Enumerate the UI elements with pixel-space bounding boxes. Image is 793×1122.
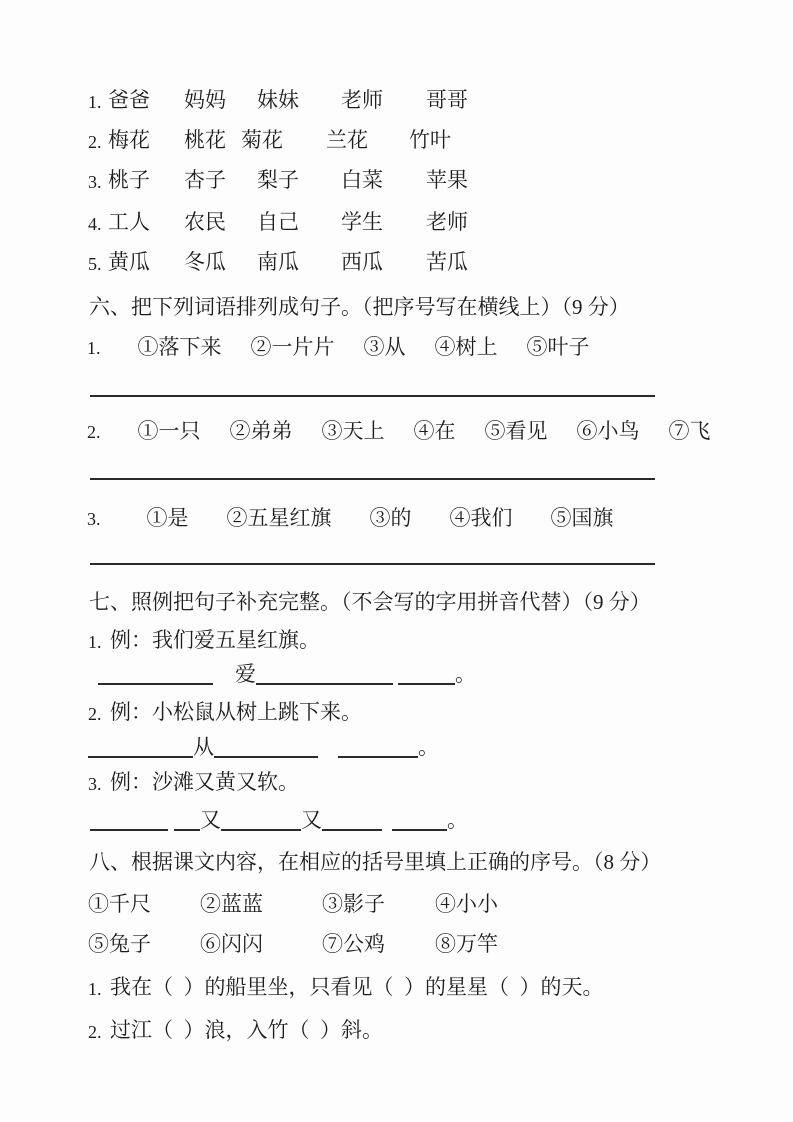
section-seven-header [0,589,793,617]
six-item-1 [0,334,793,362]
item-number: 3. [88,774,102,794]
word: 西瓜 [341,250,383,274]
token: ②五星红旗 [226,506,332,530]
answer-blank [98,666,213,685]
token: ③的 [369,506,412,530]
token: ④树上 [434,335,498,359]
word: 兰花 [326,128,368,152]
word: 黄瓜 [108,250,150,274]
word: 梅花 [108,128,150,152]
item-number: 1. [87,338,101,358]
sentence-2 [0,1017,793,1045]
item-number: 2. [88,1022,102,1042]
word: 杏子 [184,168,226,192]
seven-example-1 [0,627,793,655]
answer-blank [214,739,318,758]
six-item-2 [0,418,793,446]
token: ⑥小鸟 [576,419,640,443]
word: 冬瓜 [184,250,226,274]
token: ②一片片 [250,335,335,359]
token: ②弟弟 [229,419,293,443]
fill-blank-line-1 [98,661,476,687]
answer-blank [338,739,418,758]
item-number: 1. [88,92,102,112]
item-number: 3. [87,509,101,529]
answer-blank [392,812,447,831]
option: ③影子 [322,892,385,916]
word: 桃子 [108,168,150,192]
token: ④在 [413,419,456,443]
seven-example-2 [0,699,793,727]
answer-blank [88,739,193,758]
word: 苹果 [426,168,468,192]
token: ④我们 [449,506,513,530]
option: ①千尺 [88,892,151,916]
six-item-3 [0,505,793,533]
token: ①落下来 [137,335,222,359]
section-title: 八、根据课文内容，在相应的括号里填上正确的序号。（8 分） [89,850,662,874]
connector-word: 从 [193,735,214,759]
section-title: 六、把下列词语排列成句子。（把序号写在横线上）（9 分） [89,295,630,319]
item-number: 2. [88,132,102,152]
connector-word: 爱 [235,662,256,686]
answer-line [90,395,655,397]
word: 南瓜 [257,250,299,274]
option: ⑦公鸡 [322,932,385,956]
seven-example-3 [0,769,793,797]
word: 农民 [184,210,226,234]
word: 苦瓜 [426,250,468,274]
item-number: 2. [88,704,102,724]
word: 爸爸 [108,88,150,112]
word-row-1 [0,87,793,115]
token: ⑤叶子 [526,335,590,359]
word-row-5 [0,249,793,277]
word-row-4 [0,209,793,237]
token: ⑤国旗 [550,506,614,530]
token: ③从 [363,335,406,359]
section-title: 七、照例把句子补充完整。（不会写的字用拼音代替）（9 分） [89,590,651,614]
answer-line [90,563,655,565]
token: ⑤看见 [484,419,548,443]
period: 。 [455,662,476,686]
answer-blank [398,666,455,685]
sentence-1 [0,974,793,1002]
connector-word: 又 [200,808,221,832]
option: ⑥闪闪 [200,932,263,956]
word: 老师 [341,88,383,112]
token: ①是 [146,506,189,530]
word: 学生 [341,210,383,234]
word-row-2 [0,127,793,155]
token: ⑦飞 [668,419,711,443]
period: 。 [418,735,439,759]
item-number: 4. [88,214,102,234]
connector-word: 又 [301,808,322,832]
fill-blank-line-3 [90,807,468,833]
word: 梨子 [257,168,299,192]
section-six-header [0,294,793,322]
fill-blank-line-2 [88,734,439,760]
word: 工人 [108,210,150,234]
item-number: 2. [87,422,101,442]
example-sentence: 例：小松鼠从树上跳下来。 [110,700,362,724]
options-row-1 [0,891,793,919]
word: 白菜 [341,168,383,192]
word: 桃花 [184,128,226,152]
item-number: 1. [88,632,102,652]
options-row-2 [0,931,793,959]
sentence-text: 过江（ ）浪，入竹（ ）斜。 [110,1018,383,1042]
answer-line [90,478,655,480]
sentence-text: 我在（ ）的船里坐，只看见（ ）的星星（ ）的天。 [110,975,604,999]
option: ⑤兔子 [88,932,151,956]
answer-blank [322,812,382,831]
example-sentence: 例：我们爱五星红旗。 [110,628,320,652]
item-number: 1. [88,979,102,999]
word: 妈妈 [184,88,226,112]
word: 自己 [257,210,299,234]
answer-blank [221,812,301,831]
section-eight-header [0,849,793,877]
word: 哥哥 [426,88,468,112]
answer-blank [90,812,168,831]
word-row-3 [0,167,793,195]
option: ⑧万竿 [435,932,498,956]
word: 妹妹 [257,88,299,112]
option: ④小小 [435,892,498,916]
answer-blank [174,812,200,831]
example-sentence: 例：沙滩又黄又软。 [110,770,299,794]
item-number: 5. [88,254,102,274]
word: 菊花 [241,128,283,152]
word: 竹叶 [409,128,451,152]
token: ①一只 [137,419,201,443]
token: ③天上 [321,419,385,443]
option: ②蓝蓝 [200,892,263,916]
answer-blank [256,666,393,685]
period: 。 [447,808,468,832]
item-number: 3. [88,172,102,192]
word: 老师 [426,210,468,234]
